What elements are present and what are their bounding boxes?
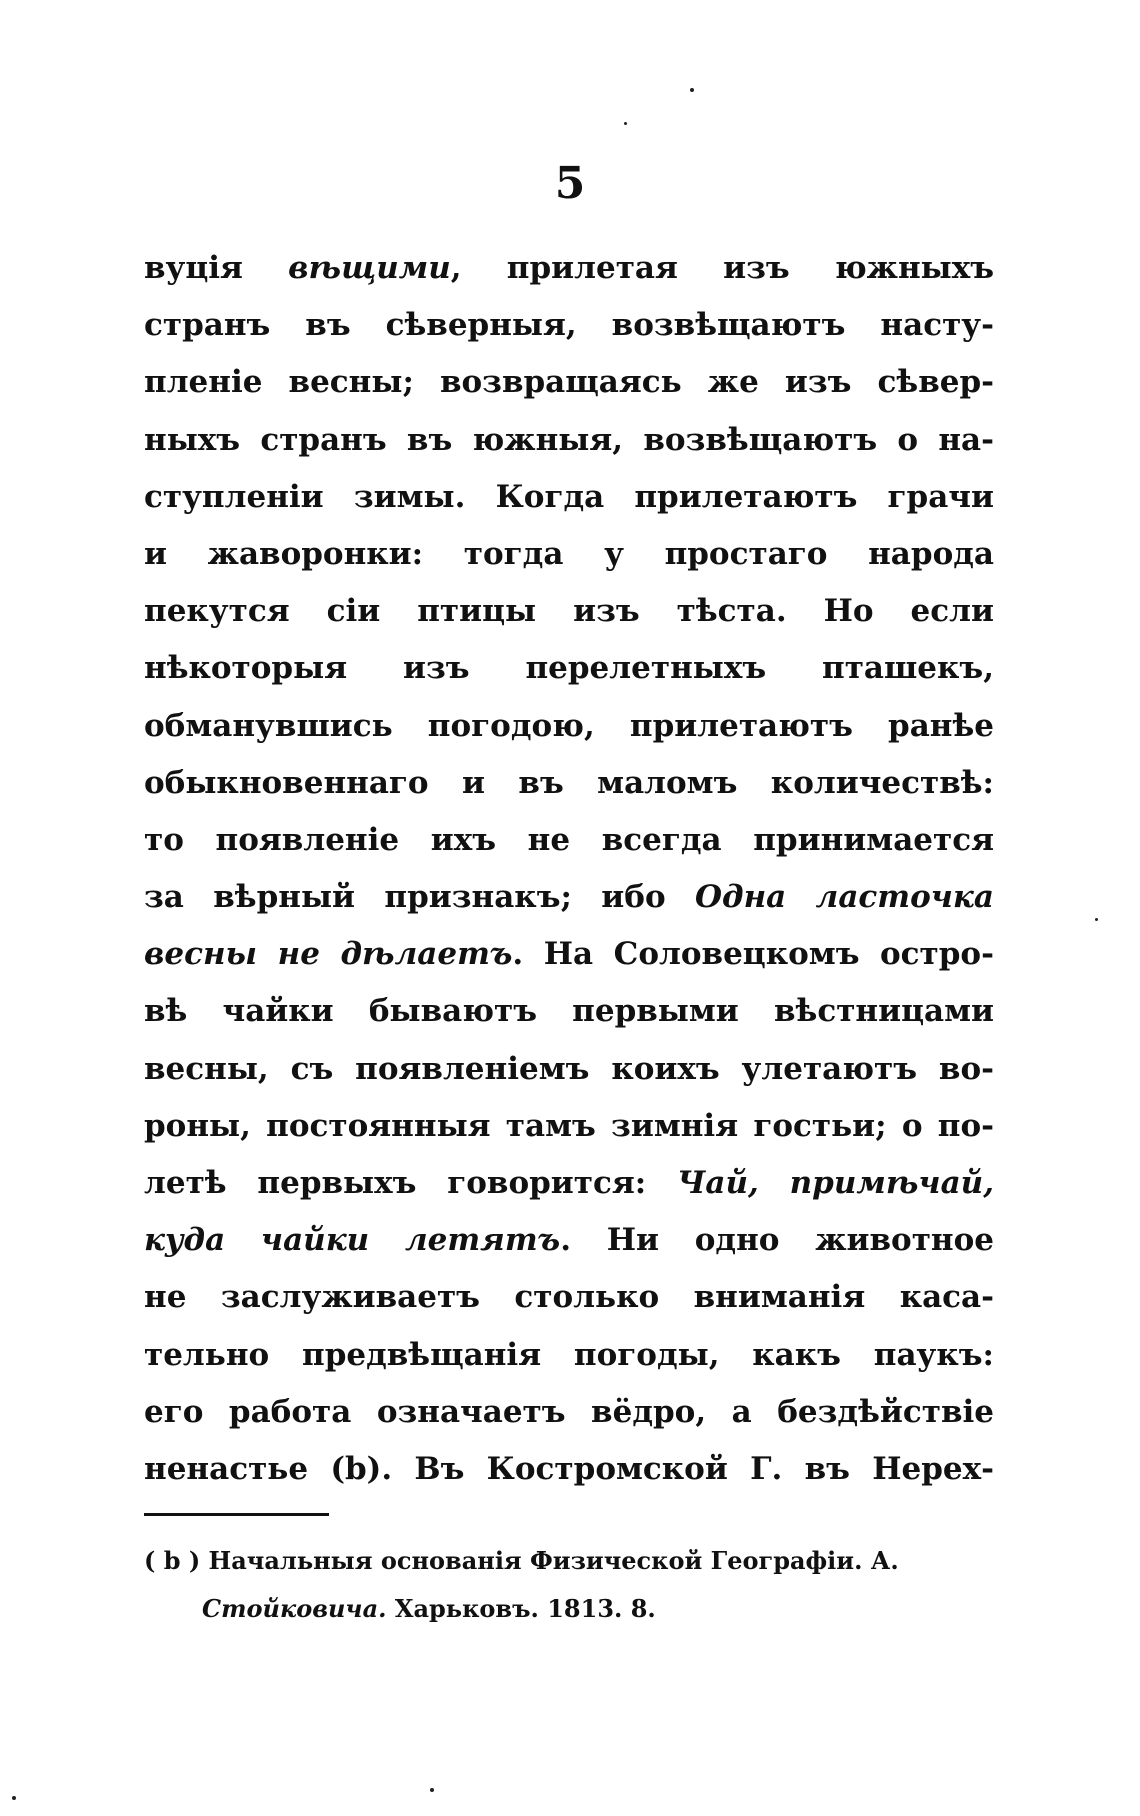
- text-line: [144, 698, 994, 755]
- main-text: [144, 240, 994, 1498]
- text-line: [144, 1098, 994, 1155]
- text-segment: , прилетая изъ южныхъ: [450, 250, 994, 286]
- text-line: [144, 926, 994, 983]
- text-segment: и жаворонки: тогда у простаго народа: [144, 535, 994, 572]
- scan-speck: [624, 122, 627, 125]
- text-line: [144, 412, 994, 469]
- text-segment: пекутся сіи птицы изъ тѣста. Но если: [144, 593, 994, 630]
- text-line: [144, 240, 994, 297]
- text-segment: ступленіи зимы. Когда прилетаютъ грачи: [144, 478, 994, 515]
- text-segment: странъ въ сѣверныя, возвѣщаютъ насту-: [144, 307, 994, 344]
- text-line: [144, 526, 994, 583]
- text-line: [144, 640, 994, 697]
- text-line: [144, 755, 994, 812]
- text-line: [144, 812, 994, 869]
- text-segment: тельно предвѣщанія погоды, какъ паукъ:: [144, 1336, 994, 1373]
- footnotes: [144, 1537, 994, 1633]
- scan-speck: [430, 1788, 434, 1792]
- italic-phrase: весны не дѣлаетъ: [144, 936, 513, 973]
- italic-phrase: Чай, примѣчай,: [677, 1165, 994, 1201]
- text-line: [144, 983, 994, 1040]
- italic-phrase: Одна ласточка: [695, 879, 994, 916]
- italic-phrase: куда чайки летятъ: [144, 1222, 561, 1259]
- scan-speck: [1095, 918, 1098, 921]
- text-segment: нѣкоторыя изъ перелетныхъ пташекъ,: [144, 650, 994, 687]
- footnote-divider: [144, 1513, 329, 1516]
- footnote-line-continued: [144, 1585, 994, 1633]
- text-line: [144, 1384, 994, 1441]
- text-segment: . На Соловецкомъ остро-: [512, 936, 994, 973]
- text-segment: роны, постоянныя тамъ зимнія гостьи; о по-: [144, 1107, 994, 1144]
- text-line: [144, 354, 994, 411]
- text-line: [144, 1327, 994, 1384]
- italic-phrase: вѣщими: [288, 250, 451, 286]
- text-segment: летѣ первыхъ говорится:: [144, 1165, 678, 1201]
- scan-speck: [690, 88, 694, 92]
- text-line: [144, 1441, 994, 1498]
- text-segment: вуція: [144, 250, 289, 286]
- text-segment: . Ни одно животное: [560, 1222, 994, 1259]
- text-segment: за вѣрный признакъ; ибо: [144, 879, 696, 916]
- page-number: 5: [554, 158, 586, 209]
- text-segment: вѣ чайки бываютъ первыми вѣстницами: [144, 993, 994, 1030]
- text-segment: обыкновеннаго и въ маломъ количествѣ:: [144, 764, 994, 801]
- text-segment: то появленіе ихъ не всегда принимается: [144, 821, 994, 858]
- text-line: [144, 1269, 994, 1326]
- text-line: [144, 1155, 994, 1212]
- text-line: [144, 297, 994, 354]
- text-segment: не заслуживаетъ столько вниманія каса-: [144, 1279, 994, 1316]
- text-segment: его работа означаетъ вёдро, а бездѣйствіе: [144, 1393, 994, 1430]
- footnote-line: ( b ) Начальныя основанія Физической Географіи. А.: [144, 1546, 899, 1575]
- scan-speck: [12, 1796, 16, 1800]
- footnote-source: Харьковъ. 1813. 8.: [386, 1594, 656, 1623]
- text-line: [144, 469, 994, 526]
- text-segment: ныхъ странъ въ южныя, возвѣщаютъ о на-: [144, 421, 994, 458]
- text-line: [144, 583, 994, 640]
- text-segment: обманувшись погодою, прилетаютъ ранѣе: [144, 707, 994, 744]
- text-segment: пленіе весны; возвращаясь же изъ сѣвер-: [144, 364, 994, 401]
- text-segment: весны, съ появленіемъ коихъ улетаютъ во-: [144, 1050, 994, 1087]
- text-line: [144, 869, 994, 926]
- text-segment: ненастье (b). Въ Костромской Г. въ Нерех-: [144, 1450, 994, 1487]
- text-line: [144, 1041, 994, 1098]
- footnote-author: Стойковича.: [202, 1594, 387, 1623]
- text-line: [144, 1212, 994, 1269]
